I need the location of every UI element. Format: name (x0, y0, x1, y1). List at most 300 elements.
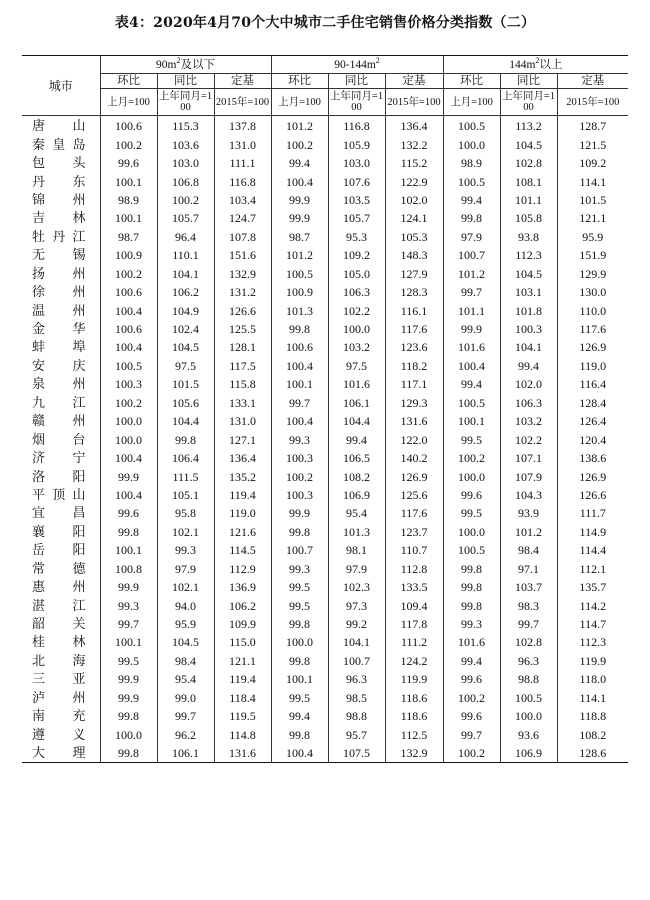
index-value-cell: 119.9 (557, 652, 628, 670)
index-value-cell: 98.7 (271, 228, 328, 246)
index-value-cell: 99.3 (157, 541, 214, 559)
index-value-cell: 101.3 (328, 523, 385, 541)
table-row (22, 172, 628, 190)
index-value-cell: 100.1 (100, 172, 157, 190)
index-value-cell: 131.2 (214, 283, 271, 301)
index-value-cell: 103.0 (328, 154, 385, 172)
index-value-cell: 119.9 (385, 670, 443, 688)
index-value-cell: 110.7 (385, 541, 443, 559)
index-value-cell: 151.6 (214, 246, 271, 264)
index-value-cell: 99.4 (443, 652, 500, 670)
index-value-cell: 102.2 (328, 301, 385, 319)
city-name-cell: 泉州 (32, 376, 86, 392)
index-value-cell: 98.8 (500, 670, 557, 688)
index-value-cell: 100.5 (271, 265, 328, 283)
index-value-cell: 99.8 (100, 707, 157, 725)
table-row (22, 209, 628, 227)
city-name-cell: 岳阳 (32, 542, 86, 558)
table-row (22, 338, 628, 356)
sub-header-mom: 环比 (443, 74, 500, 89)
index-value-cell: 99.3 (443, 615, 500, 633)
base-header-yoy: 上年同月=100 (157, 89, 214, 116)
index-value-cell: 116.8 (214, 172, 271, 190)
index-value-cell: 132.9 (214, 265, 271, 283)
index-value-cell: 100.5 (443, 541, 500, 559)
index-value-cell: 103.2 (500, 412, 557, 430)
index-value-cell: 100.2 (100, 135, 157, 153)
index-value-cell: 99.9 (271, 209, 328, 227)
table-row (22, 633, 628, 651)
table-row (22, 596, 628, 614)
index-value-cell: 97.1 (500, 560, 557, 578)
table-row (22, 135, 628, 153)
city-name-cell: 九江 (32, 394, 86, 410)
table-row (22, 725, 628, 743)
index-value-cell: 112.1 (557, 560, 628, 578)
index-value-cell: 95.9 (557, 228, 628, 246)
city-name-cell: 三亚 (32, 671, 86, 687)
index-value-cell: 99.9 (443, 320, 500, 338)
index-value-cell: 118.6 (385, 689, 443, 707)
city-name-cell: 常德 (32, 560, 86, 576)
base-header-yoy: 上年同月=100 (328, 89, 385, 116)
index-value-cell: 103.4 (214, 191, 271, 209)
index-value-cell: 102.3 (328, 578, 385, 596)
index-value-cell: 97.5 (328, 357, 385, 375)
base-header-yoy: 上年同月=100 (500, 89, 557, 116)
index-value-cell: 99.8 (443, 596, 500, 614)
index-value-cell: 136.9 (214, 578, 271, 596)
index-value-cell: 93.6 (500, 725, 557, 743)
city-name-cell: 秦皇岛 (32, 136, 86, 152)
index-value-cell: 99.5 (443, 430, 500, 448)
index-value-cell: 102.8 (500, 633, 557, 651)
group-header-90-144: $90-144m^2$ (271, 56, 443, 74)
city-name-cell: 无锡 (32, 247, 86, 263)
index-value-cell: 104.3 (500, 486, 557, 504)
index-value-cell: 130.0 (557, 283, 628, 301)
city-name-cell: 烟台 (32, 431, 86, 447)
base-header-base: 2015年=100 (557, 89, 628, 116)
index-value-cell: 118.2 (385, 357, 443, 375)
index-value-cell: 118.6 (385, 707, 443, 725)
index-value-cell: 108.2 (557, 725, 628, 743)
index-value-cell: 116.4 (557, 375, 628, 393)
index-value-cell: 99.6 (100, 154, 157, 172)
base-header-mom: 上月=100 (271, 89, 328, 116)
index-value-cell: 99.6 (443, 670, 500, 688)
index-value-cell: 135.2 (214, 467, 271, 485)
index-value-cell: 98.9 (100, 191, 157, 209)
index-value-cell: 117.5 (214, 357, 271, 375)
table-title: 表4：2020年4月70个大中城市二手住宅销售价格分类指数（二） (114, 15, 536, 31)
index-value-cell: 131.6 (214, 744, 271, 763)
base-header-mom: 上月=100 (443, 89, 500, 116)
index-value-cell: 93.9 (500, 504, 557, 522)
index-value-cell: 121.6 (214, 523, 271, 541)
index-value-cell: 105.7 (328, 209, 385, 227)
index-value-cell: 118.0 (557, 670, 628, 688)
index-value-cell: 100.2 (443, 744, 500, 763)
city-name-cell: 襄阳 (32, 523, 86, 539)
index-value-cell: 100.5 (100, 357, 157, 375)
table-row (22, 283, 628, 301)
index-value-cell: 99.4 (500, 357, 557, 375)
index-value-cell: 117.6 (385, 504, 443, 522)
index-value-cell: 109.2 (328, 246, 385, 264)
index-value-cell: 99.9 (100, 689, 157, 707)
index-value-cell: 110.0 (557, 301, 628, 319)
city-name-cell: 牡丹江 (32, 228, 86, 244)
base-header-base: 2015年=100 (214, 89, 271, 116)
index-value-cell: 96.3 (500, 652, 557, 670)
city-name-cell: 赣州 (32, 413, 86, 429)
index-value-cell: 122.0 (385, 430, 443, 448)
index-value-cell: 127.1 (214, 430, 271, 448)
index-value-cell: 97.9 (328, 560, 385, 578)
index-value-cell: 126.9 (385, 467, 443, 485)
index-value-cell: 105.0 (328, 265, 385, 283)
index-value-cell: 100.3 (271, 486, 328, 504)
index-value-cell: 105.6 (157, 394, 214, 412)
index-value-cell: 118.8 (557, 707, 628, 725)
index-value-cell: 106.1 (157, 744, 214, 763)
index-value-cell: 96.3 (328, 670, 385, 688)
index-value-cell: 95.4 (328, 504, 385, 522)
index-value-cell: 100.0 (100, 725, 157, 743)
index-value-cell: 117.6 (557, 320, 628, 338)
city-name-cell: 惠州 (32, 579, 86, 595)
index-value-cell: 101.2 (271, 116, 328, 136)
index-value-cell: 103.1 (500, 283, 557, 301)
city-name-cell: 南充 (32, 708, 86, 724)
table-row (22, 560, 628, 578)
city-name-cell: 韶关 (32, 616, 86, 632)
index-value-cell: 104.5 (157, 338, 214, 356)
index-value-cell: 100.4 (100, 486, 157, 504)
index-value-cell: 98.3 (500, 596, 557, 614)
index-value-cell: 99.7 (100, 615, 157, 633)
index-value-cell: 97.9 (157, 560, 214, 578)
table-row (22, 430, 628, 448)
index-value-cell: 105.8 (500, 209, 557, 227)
index-value-cell: 106.9 (328, 486, 385, 504)
index-value-cell: 99.9 (271, 504, 328, 522)
city-name-cell: 大理 (22, 744, 100, 763)
index-value-cell: 103.0 (157, 154, 214, 172)
index-value-cell: 95.4 (157, 670, 214, 688)
index-value-cell: 102.1 (157, 578, 214, 596)
index-value-cell: 101.2 (271, 246, 328, 264)
table-row (22, 744, 628, 763)
index-value-cell: 112.5 (385, 725, 443, 743)
index-value-cell: 99.8 (271, 652, 328, 670)
city-name-cell: 安庆 (32, 357, 86, 373)
index-value-cell: 100.1 (271, 375, 328, 393)
index-value-cell: 99.6 (443, 707, 500, 725)
index-value-cell: 99.0 (157, 689, 214, 707)
index-value-cell: 99.2 (328, 615, 385, 633)
table-row (22, 670, 628, 688)
table-row (22, 320, 628, 338)
index-value-cell: 119.5 (214, 707, 271, 725)
index-value-cell: 106.4 (157, 449, 214, 467)
index-value-cell: 118.4 (214, 689, 271, 707)
index-value-cell: 99.7 (500, 615, 557, 633)
index-value-cell: 112.3 (500, 246, 557, 264)
index-value-cell: 98.1 (328, 541, 385, 559)
index-value-cell: 132.9 (385, 744, 443, 763)
index-value-cell: 126.6 (557, 486, 628, 504)
city-name-cell: 金华 (32, 321, 86, 337)
city-name-cell: 宜昌 (32, 505, 86, 521)
table-row (22, 228, 628, 246)
index-value-cell: 99.8 (157, 430, 214, 448)
sub-header-base: 定基 (214, 74, 271, 89)
city-name-cell: 北海 (32, 652, 86, 668)
table-row (22, 486, 628, 504)
city-name-cell: 徐州 (32, 284, 86, 300)
index-value-cell: 101.2 (500, 523, 557, 541)
index-value-cell: 100.1 (100, 541, 157, 559)
index-value-cell: 98.8 (328, 707, 385, 725)
sub-header-row (22, 74, 628, 89)
index-value-cell: 116.8 (328, 116, 385, 136)
index-value-cell: 100.0 (100, 430, 157, 448)
index-value-cell: 106.5 (328, 449, 385, 467)
sub-header-mom: 环比 (271, 74, 328, 89)
city-name-cell: 桂林 (32, 634, 86, 650)
index-value-cell: 93.8 (500, 228, 557, 246)
sub-header-base: 定基 (557, 74, 628, 89)
index-value-cell: 101.1 (500, 191, 557, 209)
index-value-cell: 100.1 (443, 412, 500, 430)
index-value-cell: 119.4 (214, 486, 271, 504)
index-value-cell: 100.7 (328, 652, 385, 670)
index-value-cell: 99.8 (271, 320, 328, 338)
index-value-cell: 104.4 (328, 412, 385, 430)
index-value-cell: 99.5 (271, 596, 328, 614)
index-value-cell: 121.1 (557, 209, 628, 227)
index-value-cell: 104.5 (500, 265, 557, 283)
index-value-cell: 115.2 (385, 154, 443, 172)
index-value-cell: 100.4 (271, 412, 328, 430)
index-value-cell: 104.1 (500, 338, 557, 356)
index-value-cell: 104.4 (157, 412, 214, 430)
sub-header-yoy: 同比 (500, 74, 557, 89)
index-value-cell: 100.5 (443, 394, 500, 412)
index-value-cell: 151.9 (557, 246, 628, 264)
table-row (22, 467, 628, 485)
index-value-cell: 119.4 (214, 670, 271, 688)
index-value-cell: 133.5 (385, 578, 443, 596)
city-name-cell: 平顶山 (32, 486, 86, 502)
index-value-cell: 128.4 (557, 394, 628, 412)
index-value-cell: 94.0 (157, 596, 214, 614)
index-value-cell: 99.9 (100, 670, 157, 688)
index-value-cell: 117.6 (385, 320, 443, 338)
index-value-cell: 101.5 (157, 375, 214, 393)
index-value-cell: 98.5 (328, 689, 385, 707)
index-value-cell: 103.7 (500, 578, 557, 596)
index-value-cell: 100.7 (271, 541, 328, 559)
index-value-cell: 100.2 (157, 191, 214, 209)
index-value-cell: 109.4 (385, 596, 443, 614)
index-value-cell: 100.2 (100, 394, 157, 412)
index-value-cell: 100.4 (271, 172, 328, 190)
index-value-cell: 99.7 (157, 707, 214, 725)
index-value-cell: 102.0 (385, 191, 443, 209)
index-value-cell: 100.4 (100, 449, 157, 467)
city-name-cell: 温州 (32, 302, 86, 318)
index-value-cell: 115.0 (214, 633, 271, 651)
index-value-cell: 99.5 (100, 652, 157, 670)
index-value-cell: 100.6 (100, 116, 157, 136)
index-value-cell: 113.2 (500, 116, 557, 136)
index-value-cell: 107.6 (328, 172, 385, 190)
index-value-cell: 98.9 (443, 154, 500, 172)
index-value-cell: 124.7 (214, 209, 271, 227)
index-value-cell: 100.2 (443, 449, 500, 467)
index-value-cell: 99.3 (271, 430, 328, 448)
index-value-cell: 100.0 (443, 467, 500, 485)
index-value-cell: 101.6 (443, 633, 500, 651)
index-value-cell: 128.1 (214, 338, 271, 356)
index-value-cell: 114.1 (557, 172, 628, 190)
index-value-cell: 123.7 (385, 523, 443, 541)
index-value-cell: 96.4 (157, 228, 214, 246)
index-value-cell: 97.9 (443, 228, 500, 246)
index-value-cell: 100.3 (271, 449, 328, 467)
index-value-cell: 101.6 (443, 338, 500, 356)
index-value-cell: 100.5 (500, 689, 557, 707)
index-value-cell: 95.7 (328, 725, 385, 743)
sub-header-base: 定基 (385, 74, 443, 89)
index-value-cell: 114.8 (214, 725, 271, 743)
index-value-cell: 119.0 (557, 357, 628, 375)
index-value-cell: 99.8 (443, 209, 500, 227)
price-index-table-container (22, 55, 628, 763)
table-row (22, 191, 628, 209)
table-row (22, 246, 628, 264)
index-value-cell: 101.5 (557, 191, 628, 209)
index-value-cell: 114.7 (557, 615, 628, 633)
index-value-cell: 102.0 (500, 375, 557, 393)
index-value-cell: 122.9 (385, 172, 443, 190)
index-value-cell: 99.8 (271, 615, 328, 633)
index-value-cell: 101.3 (271, 301, 328, 319)
city-name-cell: 蚌埠 (32, 339, 86, 355)
index-value-cell: 100.4 (443, 357, 500, 375)
table-row (22, 116, 628, 136)
index-value-cell: 100.8 (100, 560, 157, 578)
index-value-cell: 138.6 (557, 449, 628, 467)
index-value-cell: 95.8 (157, 504, 214, 522)
index-value-cell: 148.3 (385, 246, 443, 264)
table-row (22, 578, 628, 596)
index-value-cell: 136.4 (385, 116, 443, 136)
index-value-cell: 106.3 (328, 283, 385, 301)
table-row (22, 689, 628, 707)
index-value-cell: 120.4 (557, 430, 628, 448)
index-value-cell: 99.3 (100, 596, 157, 614)
index-value-cell: 127.9 (385, 265, 443, 283)
table-row (22, 523, 628, 541)
base-header-row (22, 89, 628, 116)
index-value-cell: 101.1 (443, 301, 500, 319)
index-value-cell: 97.3 (328, 596, 385, 614)
index-value-cell: 117.1 (385, 375, 443, 393)
index-value-cell: 106.2 (157, 283, 214, 301)
city-name-cell: 吉林 (32, 210, 86, 226)
index-value-cell: 98.4 (157, 652, 214, 670)
index-value-cell: 106.9 (500, 744, 557, 763)
table-row (22, 707, 628, 725)
index-value-cell: 99.5 (271, 689, 328, 707)
city-name-cell: 丹东 (32, 173, 86, 189)
index-value-cell: 108.2 (328, 467, 385, 485)
index-value-cell: 131.0 (214, 135, 271, 153)
index-value-cell: 99.4 (443, 191, 500, 209)
index-value-cell: 101.2 (443, 265, 500, 283)
index-value-cell: 131.0 (214, 412, 271, 430)
index-value-cell: 103.6 (157, 135, 214, 153)
index-value-cell: 100.7 (443, 246, 500, 264)
base-header-base: 2015年=100 (385, 89, 443, 116)
index-value-cell: 126.4 (557, 412, 628, 430)
index-value-cell: 100.6 (271, 338, 328, 356)
price-index-table (22, 55, 628, 763)
index-value-cell: 100.4 (100, 338, 157, 356)
index-value-cell: 135.7 (557, 578, 628, 596)
table-row (22, 301, 628, 319)
index-value-cell: 96.2 (157, 725, 214, 743)
index-value-cell: 100.3 (100, 375, 157, 393)
index-value-cell: 100.0 (100, 412, 157, 430)
index-value-cell: 99.8 (100, 523, 157, 541)
index-value-cell: 104.5 (157, 633, 214, 651)
index-value-cell: 100.2 (271, 467, 328, 485)
table-row (22, 412, 628, 430)
index-value-cell: 106.2 (214, 596, 271, 614)
index-value-cell: 129.9 (557, 265, 628, 283)
index-value-cell: 115.3 (157, 116, 214, 136)
index-value-cell: 111.5 (157, 467, 214, 485)
index-value-cell: 99.9 (271, 191, 328, 209)
index-value-cell: 104.1 (157, 265, 214, 283)
index-value-cell: 100.2 (271, 135, 328, 153)
index-value-cell: 100.9 (271, 283, 328, 301)
index-value-cell: 107.1 (500, 449, 557, 467)
index-value-cell: 121.1 (214, 652, 271, 670)
table-header (22, 56, 628, 116)
index-value-cell: 99.9 (100, 578, 157, 596)
index-value-cell: 111.1 (214, 154, 271, 172)
index-value-cell: 114.2 (557, 596, 628, 614)
table-row (22, 154, 628, 172)
table-row (22, 449, 628, 467)
index-value-cell: 104.9 (157, 301, 214, 319)
index-value-cell: 99.6 (443, 486, 500, 504)
index-value-cell: 100.2 (443, 689, 500, 707)
sub-header-mom: 环比 (100, 74, 157, 89)
index-value-cell: 114.1 (557, 689, 628, 707)
index-value-cell: 104.5 (500, 135, 557, 153)
city-name-cell: 包头 (32, 155, 86, 171)
index-value-cell: 112.8 (385, 560, 443, 578)
index-value-cell: 98.7 (100, 228, 157, 246)
index-value-cell: 99.8 (443, 560, 500, 578)
